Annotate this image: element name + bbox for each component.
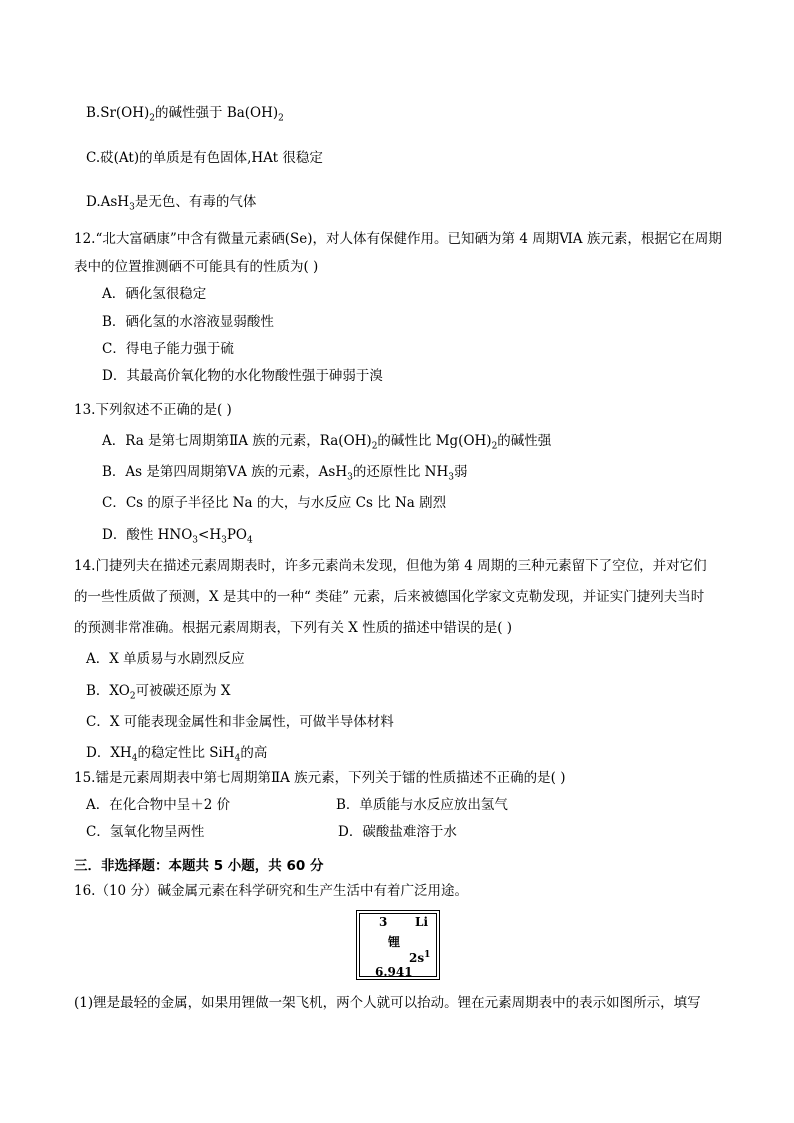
q12-option-c: C．得电子能力强于硫 bbox=[102, 341, 234, 357]
q15-option-c: C．氢氧化物呈两性 bbox=[86, 824, 205, 840]
q14-option-c: C．X 可能表现金属性和非金属性，可做半导体材料 bbox=[86, 714, 394, 730]
lithium-element-card bbox=[356, 910, 440, 980]
q14-stem-line1: 14.门捷列夫在描述元素周期表时，许多元素尚未发现，但他为第 4 周期的三种元素留下了空位，并对它们 bbox=[74, 558, 707, 574]
q14-option-d: D．$XH_4$的稳定性比 SiH$_4$的高 bbox=[86, 745, 268, 764]
q13-stem: 13.下列叙述不正确的是( ) bbox=[74, 402, 232, 418]
q15-option-b: B．单质能与水反应放出氢气 bbox=[336, 797, 508, 813]
lithium-name: 锂 bbox=[388, 935, 401, 949]
q16-stem: 16.（10 分）碱金属元素在科学研究和生产生活中有着广泛用途。 bbox=[74, 883, 468, 899]
q14-stem-line2: 的一些性质做了预测，X 是其中的一种“ 类硅” 元素，后来被德国化学家文克勒发现，并证实门捷列夫当时 bbox=[74, 589, 705, 605]
lithium-atomic-number: 3 bbox=[379, 915, 388, 929]
q15-option-a: A．在化合物中呈＋2 价 bbox=[86, 797, 231, 813]
lithium-symbol: Li bbox=[415, 915, 428, 929]
q12-stem-line1: 12.“北大富硒康”中含有微量元素硒(Se)，对人体有保健作用。已知硒为第 4 周期ⅥA 族元素，根据它在周期 bbox=[74, 231, 722, 247]
q14-stem-line3: 的预测非常准确。根据元素周期表，下列有关 X 性质的描述中错误的是( ) bbox=[74, 620, 513, 636]
q15-stem: 15.镭是元素周期表中第七周期第ⅡA 族元素，下列关于镭的性质描述不正确的是( ) bbox=[74, 770, 566, 786]
lithium-electron-config: $2s^1$ bbox=[409, 950, 431, 965]
q13-option-d: D．酸性 $HNO_3<H_3PO_4$ bbox=[102, 527, 253, 546]
q12-option-b: B．硒化氢的水溶液显弱酸性 bbox=[102, 314, 274, 330]
lithium-atomic-mass: 6.941 bbox=[375, 965, 413, 979]
q13-option-a: A．Ra 是第七周期第ⅡA 族的元素，$Ra(OH)_2$的碱性比 $Mg(OH)_2$的碱性强 bbox=[102, 433, 552, 452]
q13-option-c: C．Cs 的原子半径比 Na 的大，与水反应 Cs 比 Na 剧烈 bbox=[102, 495, 447, 511]
q11-option-d: D.AsH$_3$是无色、有毒的气体 bbox=[86, 194, 257, 213]
q15-option-d: D．碳酸盐难溶于水 bbox=[338, 824, 457, 840]
q11-option-c: C.砹(At)的单质是有色固体,HAt 很稳定 bbox=[86, 150, 323, 166]
q12-option-d: D．其最高价氧化物的水化物酸性强于砷弱于溴 bbox=[102, 368, 383, 384]
q13-option-b: B．As 是第四周期第ⅤA 族的元素，AsH$_3$的还原性比 $NH_3$弱 bbox=[102, 464, 468, 483]
section-3-heading: 三．非选择题：本题共 5 小题，共 60 分 bbox=[74, 858, 324, 874]
q11-option-b: $B.Sr(OH)_2$的碱性强于 $Ba(OH)_2$ bbox=[86, 105, 284, 124]
q12-stem-line2: 表中的位置推测硒不可能具有的性质为( ) bbox=[74, 259, 319, 275]
q14-option-a: A．X 单质易与水剧烈反应 bbox=[86, 651, 245, 667]
q16-part1: (1)锂是最轻的金属，如果用锂做一架飞机，两个人就可以抬动。锂在元素周期表中的表示如图所示，填写 bbox=[74, 995, 701, 1011]
q12-option-a: A．硒化氢很稳定 bbox=[102, 286, 207, 302]
q14-option-b: B．$XO_2$可被碳还原为 X bbox=[86, 683, 231, 702]
